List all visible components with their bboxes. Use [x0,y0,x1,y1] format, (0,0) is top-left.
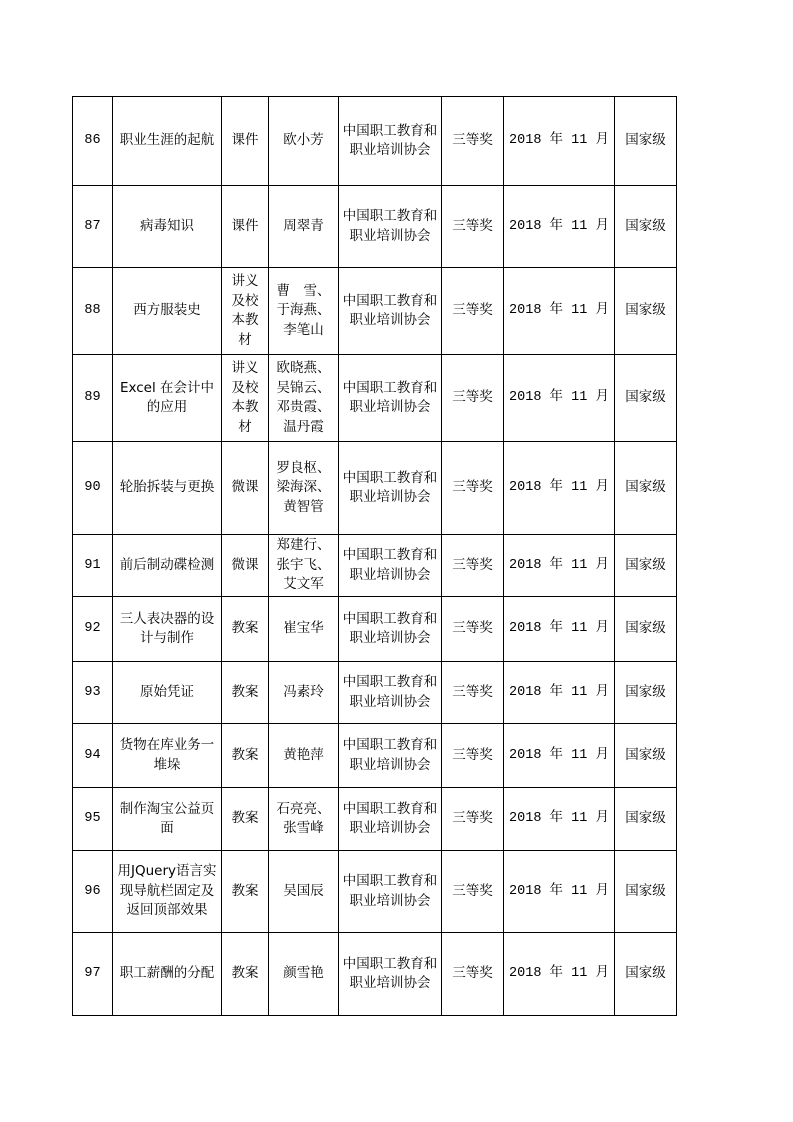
cell-level: 国家级 [615,662,677,724]
cell-title: Excel 在会计中的应用 [113,355,222,442]
cell-title: 用JQuery语言实现导航栏固定及返回顶部效果 [113,851,222,933]
cell-number: 88 [73,268,113,355]
cell-title: 前后制动碟检测 [113,535,222,597]
table-row [73,186,677,268]
cell-number: 96 [73,851,113,933]
cell-number: 97 [73,933,113,1016]
cell-title: 西方服装史 [113,268,222,355]
cell-level: 国家级 [615,97,677,186]
cell-number: 87 [73,186,113,268]
cell-number: 92 [73,597,113,662]
cell-award: 三等奖 [442,442,504,535]
cell-level: 国家级 [615,788,677,851]
cell-authors: 曹 雪、于海燕、李笔山 [269,268,339,355]
table-row [73,268,677,355]
cell-type: 课件 [222,186,269,268]
table-row [73,662,677,724]
cell-organizer: 中国职工教育和职业培训协会 [339,851,442,933]
cell-organizer: 中国职工教育和职业培训协会 [339,442,442,535]
cell-type: 课件 [222,97,269,186]
cell-number: 95 [73,788,113,851]
cell-award: 三等奖 [442,851,504,933]
cell-authors: 郑建行、张宇飞、艾文军 [269,535,339,597]
cell-award: 三等奖 [442,662,504,724]
cell-title: 原始凭证 [113,662,222,724]
cell-title: 制作淘宝公益页面 [113,788,222,851]
cell-organizer: 中国职工教育和职业培训协会 [339,186,442,268]
cell-date: 2018 年 11 月 [504,355,615,442]
cell-organizer: 中国职工教育和职业培训协会 [339,597,442,662]
cell-date: 2018 年 11 月 [504,535,615,597]
table-row [73,97,677,186]
cell-organizer: 中国职工教育和职业培训协会 [339,933,442,1016]
cell-organizer: 中国职工教育和职业培训协会 [339,724,442,788]
cell-level: 国家级 [615,851,677,933]
cell-type: 教案 [222,724,269,788]
cell-authors: 黄艳萍 [269,724,339,788]
table-row [73,597,677,662]
table-row [73,442,677,535]
cell-title: 病毒知识 [113,186,222,268]
cell-level: 国家级 [615,933,677,1016]
cell-date: 2018 年 11 月 [504,933,615,1016]
cell-authors: 周翠青 [269,186,339,268]
cell-type: 教案 [222,788,269,851]
cell-award: 三等奖 [442,597,504,662]
cell-award: 三等奖 [442,535,504,597]
cell-type: 教案 [222,597,269,662]
table-row [73,535,677,597]
table-row [73,788,677,851]
awards-table [72,96,677,1016]
cell-organizer: 中国职工教育和职业培训协会 [339,788,442,851]
table-row [73,851,677,933]
cell-award: 三等奖 [442,186,504,268]
cell-organizer: 中国职工教育和职业培训协会 [339,268,442,355]
cell-type: 教案 [222,851,269,933]
cell-number: 90 [73,442,113,535]
table-row [73,724,677,788]
cell-authors: 颜雪艳 [269,933,339,1016]
cell-authors: 吴国辰 [269,851,339,933]
cell-number: 89 [73,355,113,442]
cell-number: 93 [73,662,113,724]
cell-level: 国家级 [615,355,677,442]
table-row [73,933,677,1016]
cell-authors: 崔宝华 [269,597,339,662]
cell-type: 讲义及校本教材 [222,268,269,355]
cell-authors: 石亮亮、张雪峰 [269,788,339,851]
cell-level: 国家级 [615,268,677,355]
cell-level: 国家级 [615,724,677,788]
cell-date: 2018 年 11 月 [504,97,615,186]
cell-title: 职业生涯的起航 [113,97,222,186]
cell-date: 2018 年 11 月 [504,851,615,933]
cell-number: 94 [73,724,113,788]
cell-level: 国家级 [615,186,677,268]
cell-award: 三等奖 [442,788,504,851]
cell-number: 86 [73,97,113,186]
cell-date: 2018 年 11 月 [504,662,615,724]
cell-date: 2018 年 11 月 [504,788,615,851]
cell-authors: 欧小芳 [269,97,339,186]
cell-organizer: 中国职工教育和职业培训协会 [339,535,442,597]
cell-organizer: 中国职工教育和职业培训协会 [339,355,442,442]
cell-award: 三等奖 [442,355,504,442]
cell-authors: 罗良枢、梁海深、黄智管 [269,442,339,535]
cell-title: 职工薪酬的分配 [113,933,222,1016]
cell-type: 微课 [222,442,269,535]
table-row [73,355,677,442]
cell-type: 教案 [222,662,269,724]
cell-title: 三人表决器的设计与制作 [113,597,222,662]
cell-type: 讲义及校本教材 [222,355,269,442]
cell-organizer: 中国职工教育和职业培训协会 [339,97,442,186]
cell-date: 2018 年 11 月 [504,186,615,268]
cell-type: 微课 [222,535,269,597]
cell-award: 三等奖 [442,97,504,186]
cell-title: 轮胎拆装与更换 [113,442,222,535]
cell-date: 2018 年 11 月 [504,442,615,535]
cell-award: 三等奖 [442,268,504,355]
cell-date: 2018 年 11 月 [504,724,615,788]
cell-date: 2018 年 11 月 [504,597,615,662]
cell-level: 国家级 [615,535,677,597]
cell-award: 三等奖 [442,724,504,788]
cell-title: 货物在库业务一堆垛 [113,724,222,788]
cell-award: 三等奖 [442,933,504,1016]
cell-level: 国家级 [615,597,677,662]
cell-date: 2018 年 11 月 [504,268,615,355]
cell-authors: 冯素玲 [269,662,339,724]
cell-type: 教案 [222,933,269,1016]
cell-level: 国家级 [615,442,677,535]
cell-authors: 欧晓燕、吴锦云、邓贵霞、温丹霞 [269,355,339,442]
cell-organizer: 中国职工教育和职业培训协会 [339,662,442,724]
cell-number: 91 [73,535,113,597]
